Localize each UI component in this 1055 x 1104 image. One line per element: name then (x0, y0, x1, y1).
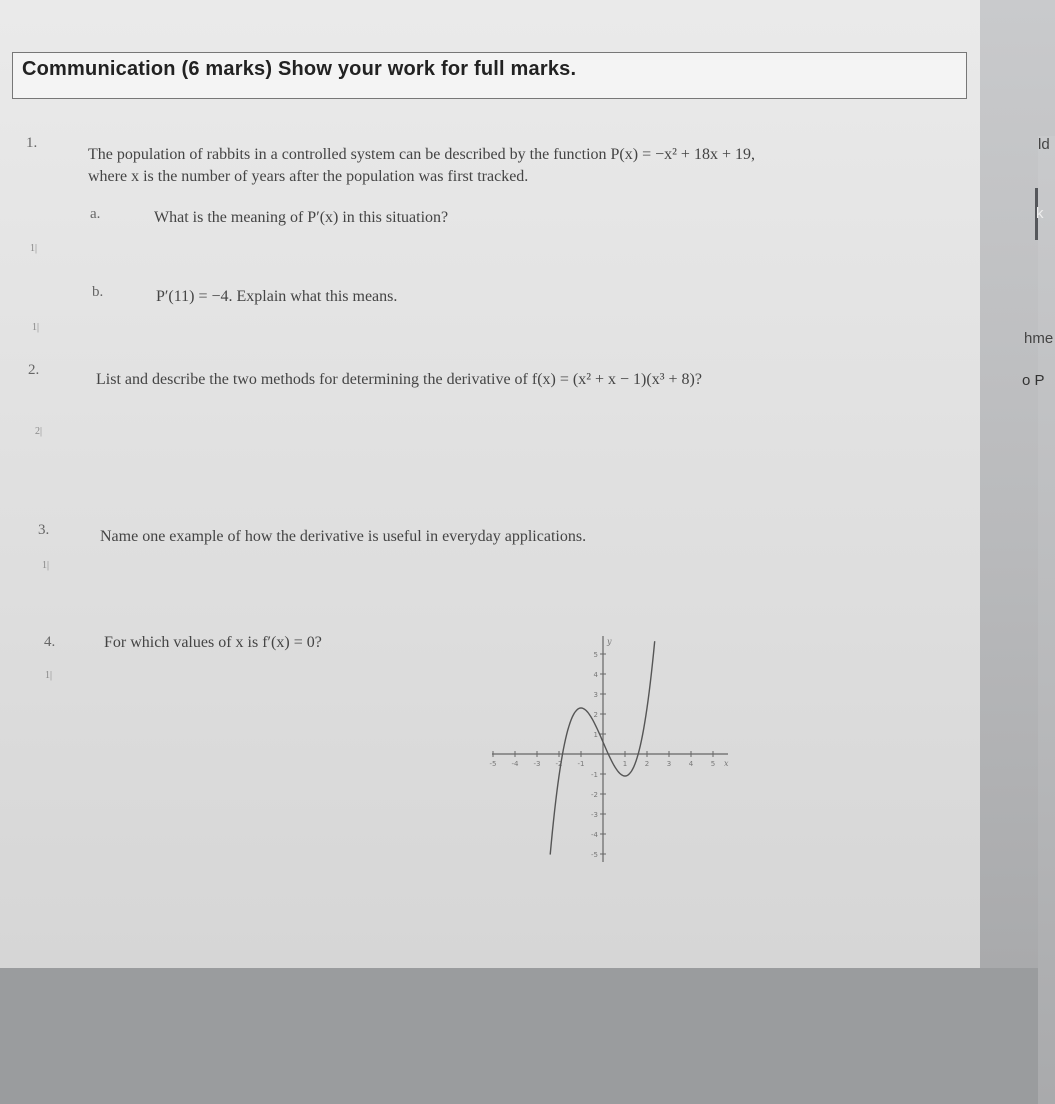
x-tick-label: -4 (511, 760, 519, 768)
x-tick-label: -3 (533, 760, 541, 768)
question-text: For which values of x is f′(x) = 0? (104, 634, 322, 651)
part-letter: b. (92, 284, 104, 300)
marks-indicator: 1| (32, 322, 40, 333)
x-axis-label: x (724, 759, 729, 768)
y-axis-label: y (607, 637, 612, 646)
y-tick-label: -1 (591, 771, 598, 779)
y-tick-label: -5 (591, 851, 598, 859)
function-graph (488, 632, 734, 867)
question-text-line: The population of rabbits in a controlled system can be described by the function P(x) = −x² + 18x + 19, (88, 146, 755, 163)
marks-indicator: 1| (45, 670, 53, 681)
x-tick-label: -5 (489, 760, 497, 768)
side-fragment: hme (1024, 330, 1054, 347)
part-text: What is the meaning of P′(x) in this situation? (154, 209, 449, 226)
y-tick-label: 2 (593, 711, 598, 719)
question-number: 1. (26, 135, 38, 151)
y-tick-label: 1 (593, 731, 598, 739)
x-tick-label: 2 (644, 760, 650, 768)
x-tick-label: -2 (555, 760, 563, 768)
x-tick-label: 3 (666, 760, 672, 768)
side-fragment: o P (1022, 372, 1045, 389)
part-text: P′(11) = −4. Explain what this means. (156, 288, 398, 305)
marks-indicator: 1| (30, 243, 38, 254)
question-number: 3. (38, 522, 50, 538)
section-title: Communication (6 marks) Show your work for full marks. (22, 58, 577, 80)
side-fragment: k (1036, 205, 1044, 222)
y-tick-label: -3 (591, 811, 598, 819)
x-tick-label: -1 (577, 760, 585, 768)
x-tick-label: 1 (622, 760, 628, 768)
y-tick-label: 4 (593, 671, 598, 679)
x-tick-label: 5 (710, 760, 716, 768)
part-letter: a. (90, 206, 101, 222)
question-text: Name one example of how the derivative is useful in everyday applications. (100, 528, 587, 545)
x-tick-label: 4 (688, 760, 694, 768)
y-tick-label: 3 (593, 691, 598, 699)
marks-indicator: 1| (42, 560, 50, 571)
side-fragment: ld (1038, 136, 1055, 1104)
question-text-line: where x is the number of years after the population was first tracked. (88, 168, 529, 185)
question-number: 2. (28, 362, 40, 378)
question-text: List and describe the two methods for determining the derivative of f(x) = (x² + x − 1)(x³ + 8)? (96, 371, 702, 388)
marks-indicator: 2| (35, 426, 43, 437)
question-number: 4. (44, 634, 56, 650)
y-tick-label: 5 (593, 651, 598, 659)
y-tick-label: -4 (591, 831, 598, 839)
y-tick-label: -2 (591, 791, 598, 799)
